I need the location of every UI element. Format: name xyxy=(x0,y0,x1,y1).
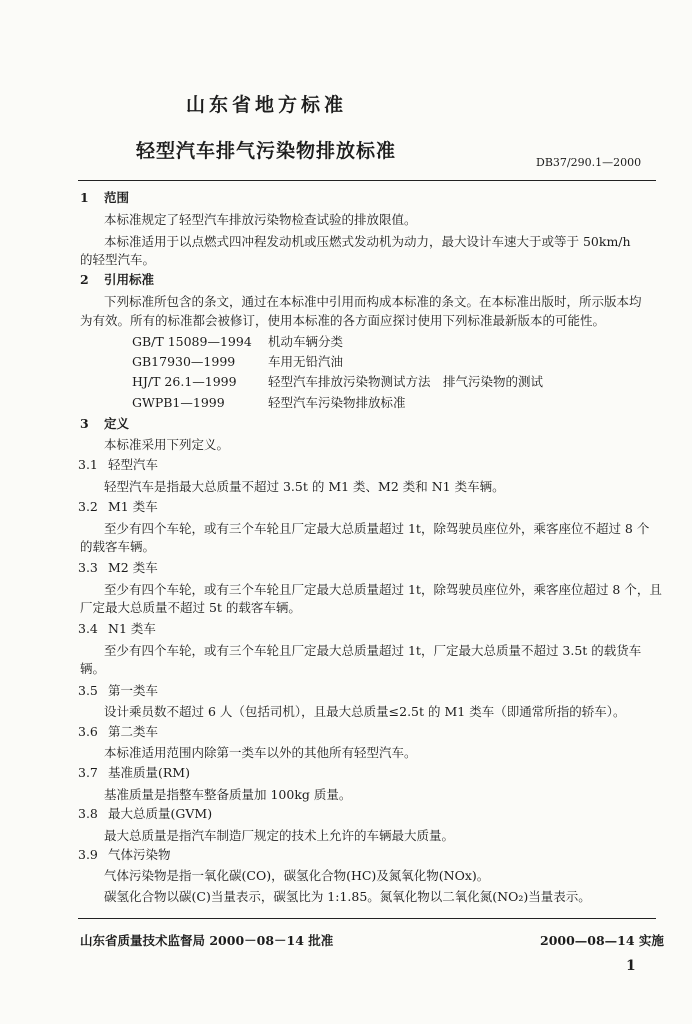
clause-text: 轻型汽车是指最大总质量不超过 3.5t 的 M1 类、M2 类和 N1 类车辆。 xyxy=(104,479,505,494)
approval-line: 山东省质量技术监督局 2000－08－14 批准 xyxy=(80,933,334,948)
clause-heading: 3.5 第一类车 xyxy=(78,683,159,698)
clause-heading: 3.1 轻型汽车 xyxy=(78,457,159,472)
standard-title: 轻型汽车排气污染物排放标准 xyxy=(136,140,397,162)
header-rule xyxy=(78,180,656,181)
clause-text: 至少有四个车轮，或有三个车轮且厂定最大总质量超过 1t，厂定最大总质量不超过 3.5t 的载货车 xyxy=(104,643,642,658)
clause-text: 至少有四个车轮，或有三个车轮且厂定最大总质量超过 1t，除驾驶员座位外，乘客座位超过 8 个，且 xyxy=(104,582,662,597)
clause-heading: 3.4 N1 类车 xyxy=(78,621,156,636)
section-2-heading: 2 引用标准 xyxy=(80,272,155,287)
clause-text-cont: 辆。 xyxy=(80,661,106,676)
page-number: 1 xyxy=(626,958,636,974)
reference-list: GB/T 15089—1994 机动车辆分类 GB17930—1999 车用无铅汽油 HJ/T 26.1—1999 轻型汽车排放污染物测试方法 排气污染物的测试 GWPB1—1999 轻型汽车污染物排放标准 xyxy=(132,334,544,410)
section-1-heading: 1 范围 xyxy=(80,190,130,205)
clause-text: 最大总质量是指汽车制造厂规定的技术上允许的车辆最大质量。 xyxy=(104,828,455,843)
section-1-para-2-cont: 的轻型汽车。 xyxy=(80,252,156,267)
clause-text-cont: 的载客车辆。 xyxy=(80,539,156,554)
issuing-authority: 山东省地方标准 xyxy=(186,94,348,116)
implementation-date: 2000—08—14 实施 xyxy=(540,933,664,948)
clause-text: 本标准适用范围内除第一类车以外的其他所有轻型汽车。 xyxy=(104,745,417,760)
clause-text-cont: 厂定最大总质量不超过 5t 的载客车辆。 xyxy=(80,600,301,615)
section-3-intro: 本标准采用下列定义。 xyxy=(104,437,230,452)
section-3-heading: 3 定义 xyxy=(80,416,130,431)
clause-heading: 3.9 气体污染物 xyxy=(78,847,171,862)
section-2-para-1-cont: 为有效。所有的标准都会被修订，使用本标准的各方面应探讨使用下列标准最新版本的可能性。 xyxy=(80,313,606,328)
standard-code: DB37/290.1—2000 xyxy=(536,156,642,169)
clause-text: 至少有四个车轮，或有三个车轮且厂定最大总质量超过 1t，除驾驶员座位外，乘客座位不超过 8 个 xyxy=(104,521,650,536)
clause-text: 设计乘员数不超过 6 人（包括司机），且最大总质量≤2.5t 的 M1 类车（即通常所指的轿车）。 xyxy=(104,704,626,719)
clause-text: 气体污染物是指一氧化碳(CO)，碳氢化合物(HC)及氮氧化物(NOx)。 xyxy=(104,868,490,883)
footer-rule xyxy=(78,918,656,919)
section-1-para-2: 本标准适用于以点燃式四冲程发动机或压燃式发动机为动力，最大设计车速大于或等于 50km/h xyxy=(104,234,631,249)
section-1-para-1: 本标准规定了轻型汽车排放污染物检查试验的排放限值。 xyxy=(104,212,417,227)
section-2-para-1: 下列标准所包含的条文，通过在本标准中引用而构成本标准的条文。在本标准出版时，所示版本均 xyxy=(104,294,642,309)
clause-heading: 3.2 M1 类车 xyxy=(78,499,158,514)
clause-text: 碳氢化合物以碳(C)当量表示，碳氢比为 1:1.85。氮氧化物以二氧化氮(NO₂)当量表示。 xyxy=(104,889,591,904)
clause-heading: 3.6 第二类车 xyxy=(78,724,159,739)
clause-text: 基准质量是指整车整备质量加 100kg 质量。 xyxy=(104,787,352,802)
clause-heading: 3.7 基准质量(RM) xyxy=(78,765,190,780)
clause-heading: 3.3 M2 类车 xyxy=(78,560,158,575)
clause-heading: 3.8 最大总质量(GVM) xyxy=(78,806,213,821)
